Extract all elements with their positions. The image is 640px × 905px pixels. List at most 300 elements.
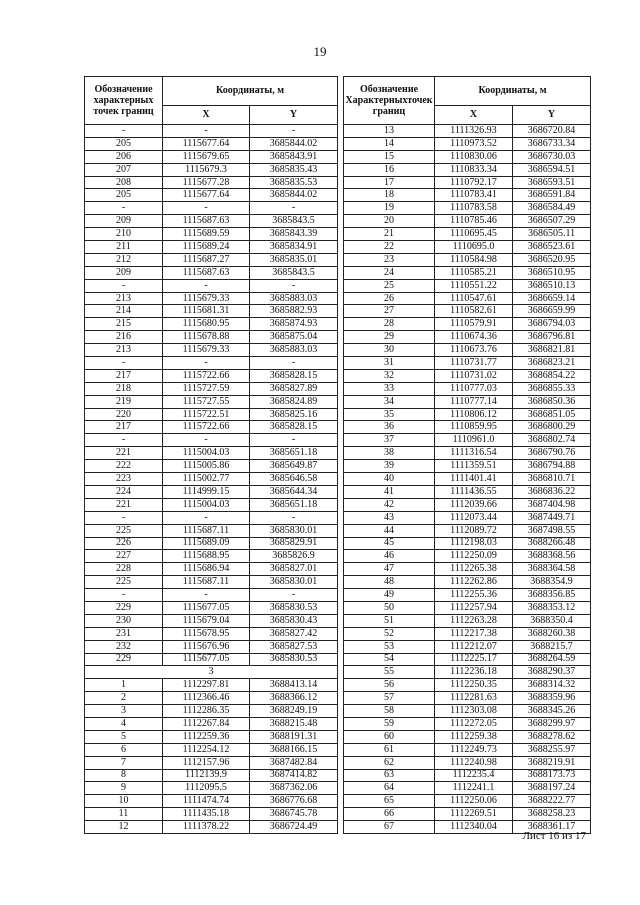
point-cell: 45: [344, 537, 435, 550]
table-row: [85, 369, 338, 382]
table-row: [85, 679, 338, 692]
table-row: [344, 743, 591, 756]
table-row: [85, 241, 338, 254]
x-cell: 1115678.95: [163, 627, 250, 640]
x-cell: 1112269.51: [435, 808, 513, 821]
x-cell: 1110859.95: [435, 421, 513, 434]
table-row: [85, 808, 338, 821]
table-row: [85, 563, 338, 576]
table-row: [85, 228, 338, 241]
x-cell: -: [163, 202, 250, 215]
y-cell: 3686591.84: [513, 189, 591, 202]
y-cell: 3686659.14: [513, 292, 591, 305]
point-cell: -: [85, 125, 163, 138]
x-cell: 1112039.66: [435, 498, 513, 511]
y-cell: 3685651.18: [250, 447, 338, 460]
table-row: [344, 318, 591, 331]
point-cell: -: [85, 202, 163, 215]
y-cell: -: [250, 202, 338, 215]
point-cell: 4: [85, 717, 163, 730]
column-header-coordinates: Координаты, м: [435, 77, 591, 106]
table-row: [344, 215, 591, 228]
y-cell: 3685844.02: [250, 189, 338, 202]
point-cell: 64: [344, 782, 435, 795]
column-header-point: Обозначение Характерныхточек границ: [344, 77, 435, 125]
x-cell: 1112286.35: [163, 705, 250, 718]
y-cell: 3685834.91: [250, 241, 338, 254]
point-cell: 8: [85, 769, 163, 782]
table-row: [85, 473, 338, 486]
point-cell: 1: [85, 679, 163, 692]
y-cell: 3688314.32: [513, 679, 591, 692]
y-cell: 3686796.81: [513, 331, 591, 344]
point-cell: 26: [344, 292, 435, 305]
point-cell: 229: [85, 653, 163, 666]
x-cell: 1112235.4: [435, 769, 513, 782]
point-cell: -: [85, 434, 163, 447]
x-cell: 1112267.84: [163, 717, 250, 730]
point-cell: 221: [85, 498, 163, 511]
table-row: [344, 795, 591, 808]
x-cell: 1110551.22: [435, 279, 513, 292]
table-row: [85, 821, 338, 834]
point-cell: 228: [85, 563, 163, 576]
x-cell: 1110731.77: [435, 357, 513, 370]
y-cell: 3688356.85: [513, 589, 591, 602]
point-cell: 207: [85, 163, 163, 176]
x-cell: 1115727.55: [163, 395, 250, 408]
x-cell: 1115004.03: [163, 447, 250, 460]
y-cell: 3686854.22: [513, 369, 591, 382]
table-row: [344, 614, 591, 627]
table-row: [344, 241, 591, 254]
table-row: [85, 795, 338, 808]
table-row: [344, 524, 591, 537]
table-row: [85, 447, 338, 460]
table-row: [85, 163, 338, 176]
point-cell: 224: [85, 485, 163, 498]
table-row: [85, 692, 338, 705]
y-cell: 3685646.58: [250, 473, 338, 486]
table-row: [85, 421, 338, 434]
table-row: [85, 137, 338, 150]
point-cell: 223: [85, 473, 163, 486]
x-cell: 1115687.11: [163, 576, 250, 589]
column-header-x: X: [163, 106, 250, 125]
y-cell: 3687404.98: [513, 498, 591, 511]
x-cell: 1112139.9: [163, 769, 250, 782]
point-cell: 3: [85, 705, 163, 718]
y-cell: 3687482.84: [250, 756, 338, 769]
table-row: [85, 524, 338, 537]
table-row: [85, 640, 338, 653]
point-cell: 222: [85, 460, 163, 473]
y-cell: 3688260.38: [513, 627, 591, 640]
y-cell: 3686520.95: [513, 253, 591, 266]
point-cell: 225: [85, 576, 163, 589]
point-cell: 232: [85, 640, 163, 653]
table-row: [85, 498, 338, 511]
point-cell: 41: [344, 485, 435, 498]
table-row: [344, 563, 591, 576]
y-cell: 3688368.56: [513, 550, 591, 563]
y-cell: 3686850.36: [513, 395, 591, 408]
y-cell: 3685829.91: [250, 537, 338, 550]
point-cell: 15: [344, 150, 435, 163]
y-cell: 3686720.84: [513, 125, 591, 138]
table-row: [344, 679, 591, 692]
point-cell: 32: [344, 369, 435, 382]
point-cell: 63: [344, 769, 435, 782]
column-header-y: Y: [250, 106, 338, 125]
point-cell: 211: [85, 241, 163, 254]
y-cell: 3686584.49: [513, 202, 591, 215]
y-cell: 3688249.19: [250, 705, 338, 718]
x-cell: 1115689.09: [163, 537, 250, 550]
table-row: [85, 589, 338, 602]
y-cell: 3686593.51: [513, 176, 591, 189]
table-row: [344, 344, 591, 357]
x-cell: 1112217.38: [435, 627, 513, 640]
y-cell: 3686855.33: [513, 382, 591, 395]
point-cell: 227: [85, 550, 163, 563]
point-cell: 38: [344, 447, 435, 460]
x-cell: 1115722.51: [163, 408, 250, 421]
y-cell: 3686794.88: [513, 460, 591, 473]
point-cell: 48: [344, 576, 435, 589]
x-cell: 1110695.45: [435, 228, 513, 241]
table-row: [344, 150, 591, 163]
table-row: [344, 357, 591, 370]
y-cell: -: [250, 357, 338, 370]
y-cell: -: [250, 511, 338, 524]
table-row: [344, 537, 591, 550]
x-cell: 1115686.94: [163, 563, 250, 576]
y-cell: 3688350.4: [513, 614, 591, 627]
x-cell: 1115687.63: [163, 266, 250, 279]
point-cell: 39: [344, 460, 435, 473]
x-cell: 1115687.11: [163, 524, 250, 537]
table-row: [344, 511, 591, 524]
x-cell: 1110783.58: [435, 202, 513, 215]
y-cell: 3685649.87: [250, 460, 338, 473]
table-row: [85, 782, 338, 795]
x-cell: 1110806.12: [435, 408, 513, 421]
y-cell: 3685843.5: [250, 215, 338, 228]
x-cell: 1110579.91: [435, 318, 513, 331]
table-row: [85, 743, 338, 756]
y-cell: -: [250, 125, 338, 138]
point-cell: 35: [344, 408, 435, 421]
table-row: [344, 434, 591, 447]
y-cell: 3687414.82: [250, 769, 338, 782]
x-cell: 1115679.33: [163, 344, 250, 357]
y-cell: 3688366.12: [250, 692, 338, 705]
point-cell: 7: [85, 756, 163, 769]
y-cell: 3686745.78: [250, 808, 338, 821]
y-cell: 3687362.06: [250, 782, 338, 795]
y-cell: 3685827.89: [250, 382, 338, 395]
table-row: [85, 705, 338, 718]
y-cell: 3685651.18: [250, 498, 338, 511]
y-cell: 3685644.34: [250, 485, 338, 498]
y-cell: 3688353.12: [513, 601, 591, 614]
y-cell: 3688191.31: [250, 730, 338, 743]
point-cell: 46: [344, 550, 435, 563]
x-cell: 1111359.51: [435, 460, 513, 473]
point-cell: 212: [85, 253, 163, 266]
y-cell: 3686821.81: [513, 344, 591, 357]
point-cell: 66: [344, 808, 435, 821]
x-cell: -: [163, 434, 250, 447]
table-row: [85, 253, 338, 266]
x-cell: 1112250.09: [435, 550, 513, 563]
sheet-footer: Лист 16 из 17: [522, 830, 586, 842]
y-cell: 3688258.23: [513, 808, 591, 821]
table-row: [344, 730, 591, 743]
x-cell: 1110585.21: [435, 266, 513, 279]
table-row: [85, 279, 338, 292]
point-cell: 37: [344, 434, 435, 447]
x-cell: 1115688.95: [163, 550, 250, 563]
table-row: [85, 150, 338, 163]
point-cell: 61: [344, 743, 435, 756]
y-cell: 3686794.03: [513, 318, 591, 331]
table-row: [344, 369, 591, 382]
x-cell: 1112157.96: [163, 756, 250, 769]
y-cell: 3688222.77: [513, 795, 591, 808]
point-cell: 20: [344, 215, 435, 228]
point-cell: 28: [344, 318, 435, 331]
point-cell: 47: [344, 563, 435, 576]
y-cell: 3685827.01: [250, 563, 338, 576]
y-cell: 3685830.01: [250, 524, 338, 537]
x-cell: 1110973.52: [435, 137, 513, 150]
point-cell: 205: [85, 189, 163, 202]
x-cell: 1112272.05: [435, 717, 513, 730]
table-row: [85, 717, 338, 730]
y-cell: 3685843.39: [250, 228, 338, 241]
table-row: [344, 601, 591, 614]
x-cell: 1115689.59: [163, 228, 250, 241]
coordinates-table-right: [343, 76, 591, 834]
x-cell: 1114999.15: [163, 485, 250, 498]
point-cell: 43: [344, 511, 435, 524]
x-cell: 1115005.86: [163, 460, 250, 473]
table-row: [344, 627, 591, 640]
y-cell: 3686724.49: [250, 821, 338, 834]
x-cell: 1112255.36: [435, 589, 513, 602]
y-cell: 3688364.58: [513, 563, 591, 576]
x-cell: 1111378.22: [163, 821, 250, 834]
x-cell: 1112250.06: [435, 795, 513, 808]
point-cell: 42: [344, 498, 435, 511]
y-cell: 3685830.53: [250, 601, 338, 614]
x-cell: 1112073.44: [435, 511, 513, 524]
table-row: [344, 808, 591, 821]
x-cell: 1110673.76: [435, 344, 513, 357]
x-cell: 1115679.04: [163, 614, 250, 627]
x-cell: 1112297.81: [163, 679, 250, 692]
y-cell: 3685882.93: [250, 305, 338, 318]
table-row: [344, 692, 591, 705]
point-cell: 58: [344, 705, 435, 718]
y-cell: 3686507.29: [513, 215, 591, 228]
point-cell: 206: [85, 150, 163, 163]
column-header-x: X: [435, 106, 513, 125]
y-cell: 3685827.42: [250, 627, 338, 640]
y-cell: 3686810.71: [513, 473, 591, 486]
point-cell: 213: [85, 344, 163, 357]
point-cell: 54: [344, 653, 435, 666]
point-cell: 21: [344, 228, 435, 241]
x-cell: 1110547.61: [435, 292, 513, 305]
y-cell: 3688173.73: [513, 769, 591, 782]
y-cell: 3685825.16: [250, 408, 338, 421]
y-cell: 3687498.55: [513, 524, 591, 537]
table-row: [344, 305, 591, 318]
y-cell: 3686523.61: [513, 241, 591, 254]
table-row: [344, 589, 591, 602]
table-row: [85, 189, 338, 202]
point-cell: 217: [85, 421, 163, 434]
y-cell: 3685843.91: [250, 150, 338, 163]
y-cell: 3685830.43: [250, 614, 338, 627]
table-row: [344, 163, 591, 176]
table-row: [85, 653, 338, 666]
x-cell: 1111316.54: [435, 447, 513, 460]
table-row: [344, 498, 591, 511]
y-cell: 3688219.91: [513, 756, 591, 769]
x-cell: 1112281.63: [435, 692, 513, 705]
table-row: [85, 601, 338, 614]
column-header-y: Y: [513, 106, 591, 125]
point-cell: 67: [344, 821, 435, 834]
x-cell: 1110961.0: [435, 434, 513, 447]
point-cell: 29: [344, 331, 435, 344]
y-cell: 3685835.01: [250, 253, 338, 266]
table-row: [344, 382, 591, 395]
x-cell: 1111474.74: [163, 795, 250, 808]
x-cell: 1115677.05: [163, 653, 250, 666]
x-cell: 1115687.27: [163, 253, 250, 266]
contour-number-cell: 3: [85, 666, 338, 679]
table-row: [344, 473, 591, 486]
x-cell: 1112241.1: [435, 782, 513, 795]
point-cell: 25: [344, 279, 435, 292]
table-row: [85, 305, 338, 318]
x-cell: 1110731.02: [435, 369, 513, 382]
table-row: [85, 576, 338, 589]
point-cell: 14: [344, 137, 435, 150]
y-cell: 3686800.29: [513, 421, 591, 434]
point-cell: 217: [85, 369, 163, 382]
point-cell: 214: [85, 305, 163, 318]
y-cell: 3685874.93: [250, 318, 338, 331]
x-cell: 1112259.36: [163, 730, 250, 743]
table-row: [85, 627, 338, 640]
y-cell: 3686790.76: [513, 447, 591, 460]
x-cell: 1115679.65: [163, 150, 250, 163]
x-cell: 1112225.17: [435, 653, 513, 666]
table-row: [344, 447, 591, 460]
point-cell: 33: [344, 382, 435, 395]
table-row: [344, 266, 591, 279]
y-cell: 3685828.15: [250, 421, 338, 434]
point-cell: 213: [85, 292, 163, 305]
x-cell: -: [163, 589, 250, 602]
point-cell: 218: [85, 382, 163, 395]
x-cell: 1112250.35: [435, 679, 513, 692]
x-cell: 1110830.06: [435, 150, 513, 163]
table-body-right: [344, 125, 591, 834]
x-cell: 1112262.86: [435, 576, 513, 589]
y-cell: 3686510.95: [513, 266, 591, 279]
y-cell: 3686594.51: [513, 163, 591, 176]
table-row: [344, 550, 591, 563]
y-cell: 3686851.05: [513, 408, 591, 421]
x-cell: 1115677.64: [163, 137, 250, 150]
table-row: [85, 382, 338, 395]
point-cell: 40: [344, 473, 435, 486]
point-cell: 51: [344, 614, 435, 627]
table-body-left: [85, 125, 338, 834]
point-cell: 17: [344, 176, 435, 189]
y-cell: 3688354.9: [513, 576, 591, 589]
y-cell: 3687449.71: [513, 511, 591, 524]
table-row: [85, 266, 338, 279]
y-cell: 3685835.43: [250, 163, 338, 176]
point-cell: 52: [344, 627, 435, 640]
table-row: [344, 640, 591, 653]
coordinates-table-left: [84, 76, 338, 834]
table-row: [85, 357, 338, 370]
point-cell: 18: [344, 189, 435, 202]
x-cell: 1115678.88: [163, 331, 250, 344]
x-cell: 1112265.38: [435, 563, 513, 576]
table-row: [85, 730, 338, 743]
x-cell: 1112366.46: [163, 692, 250, 705]
x-cell: 1112089.72: [435, 524, 513, 537]
y-cell: 3688278.62: [513, 730, 591, 743]
table-row: [344, 137, 591, 150]
x-cell: 1110833.34: [435, 163, 513, 176]
point-cell: -: [85, 589, 163, 602]
x-cell: 1115677.28: [163, 176, 250, 189]
point-cell: 229: [85, 601, 163, 614]
x-cell: -: [163, 279, 250, 292]
y-cell: 3686510.13: [513, 279, 591, 292]
x-cell: 1110777.14: [435, 395, 513, 408]
point-cell: 44: [344, 524, 435, 537]
x-cell: 1112249.73: [435, 743, 513, 756]
point-cell: 209: [85, 266, 163, 279]
table-row: [85, 292, 338, 305]
y-cell: 3686776.68: [250, 795, 338, 808]
x-cell: 1115004.03: [163, 498, 250, 511]
x-cell: 1115677.64: [163, 189, 250, 202]
x-cell: 1110777.03: [435, 382, 513, 395]
y-cell: 3686836.22: [513, 485, 591, 498]
point-cell: 220: [85, 408, 163, 421]
point-cell: 226: [85, 537, 163, 550]
point-cell: -: [85, 357, 163, 370]
x-cell: 1115687.63: [163, 215, 250, 228]
x-cell: 1112263.28: [435, 614, 513, 627]
table-row: [344, 253, 591, 266]
y-cell: 3685828.15: [250, 369, 338, 382]
y-cell: 3685830.01: [250, 576, 338, 589]
